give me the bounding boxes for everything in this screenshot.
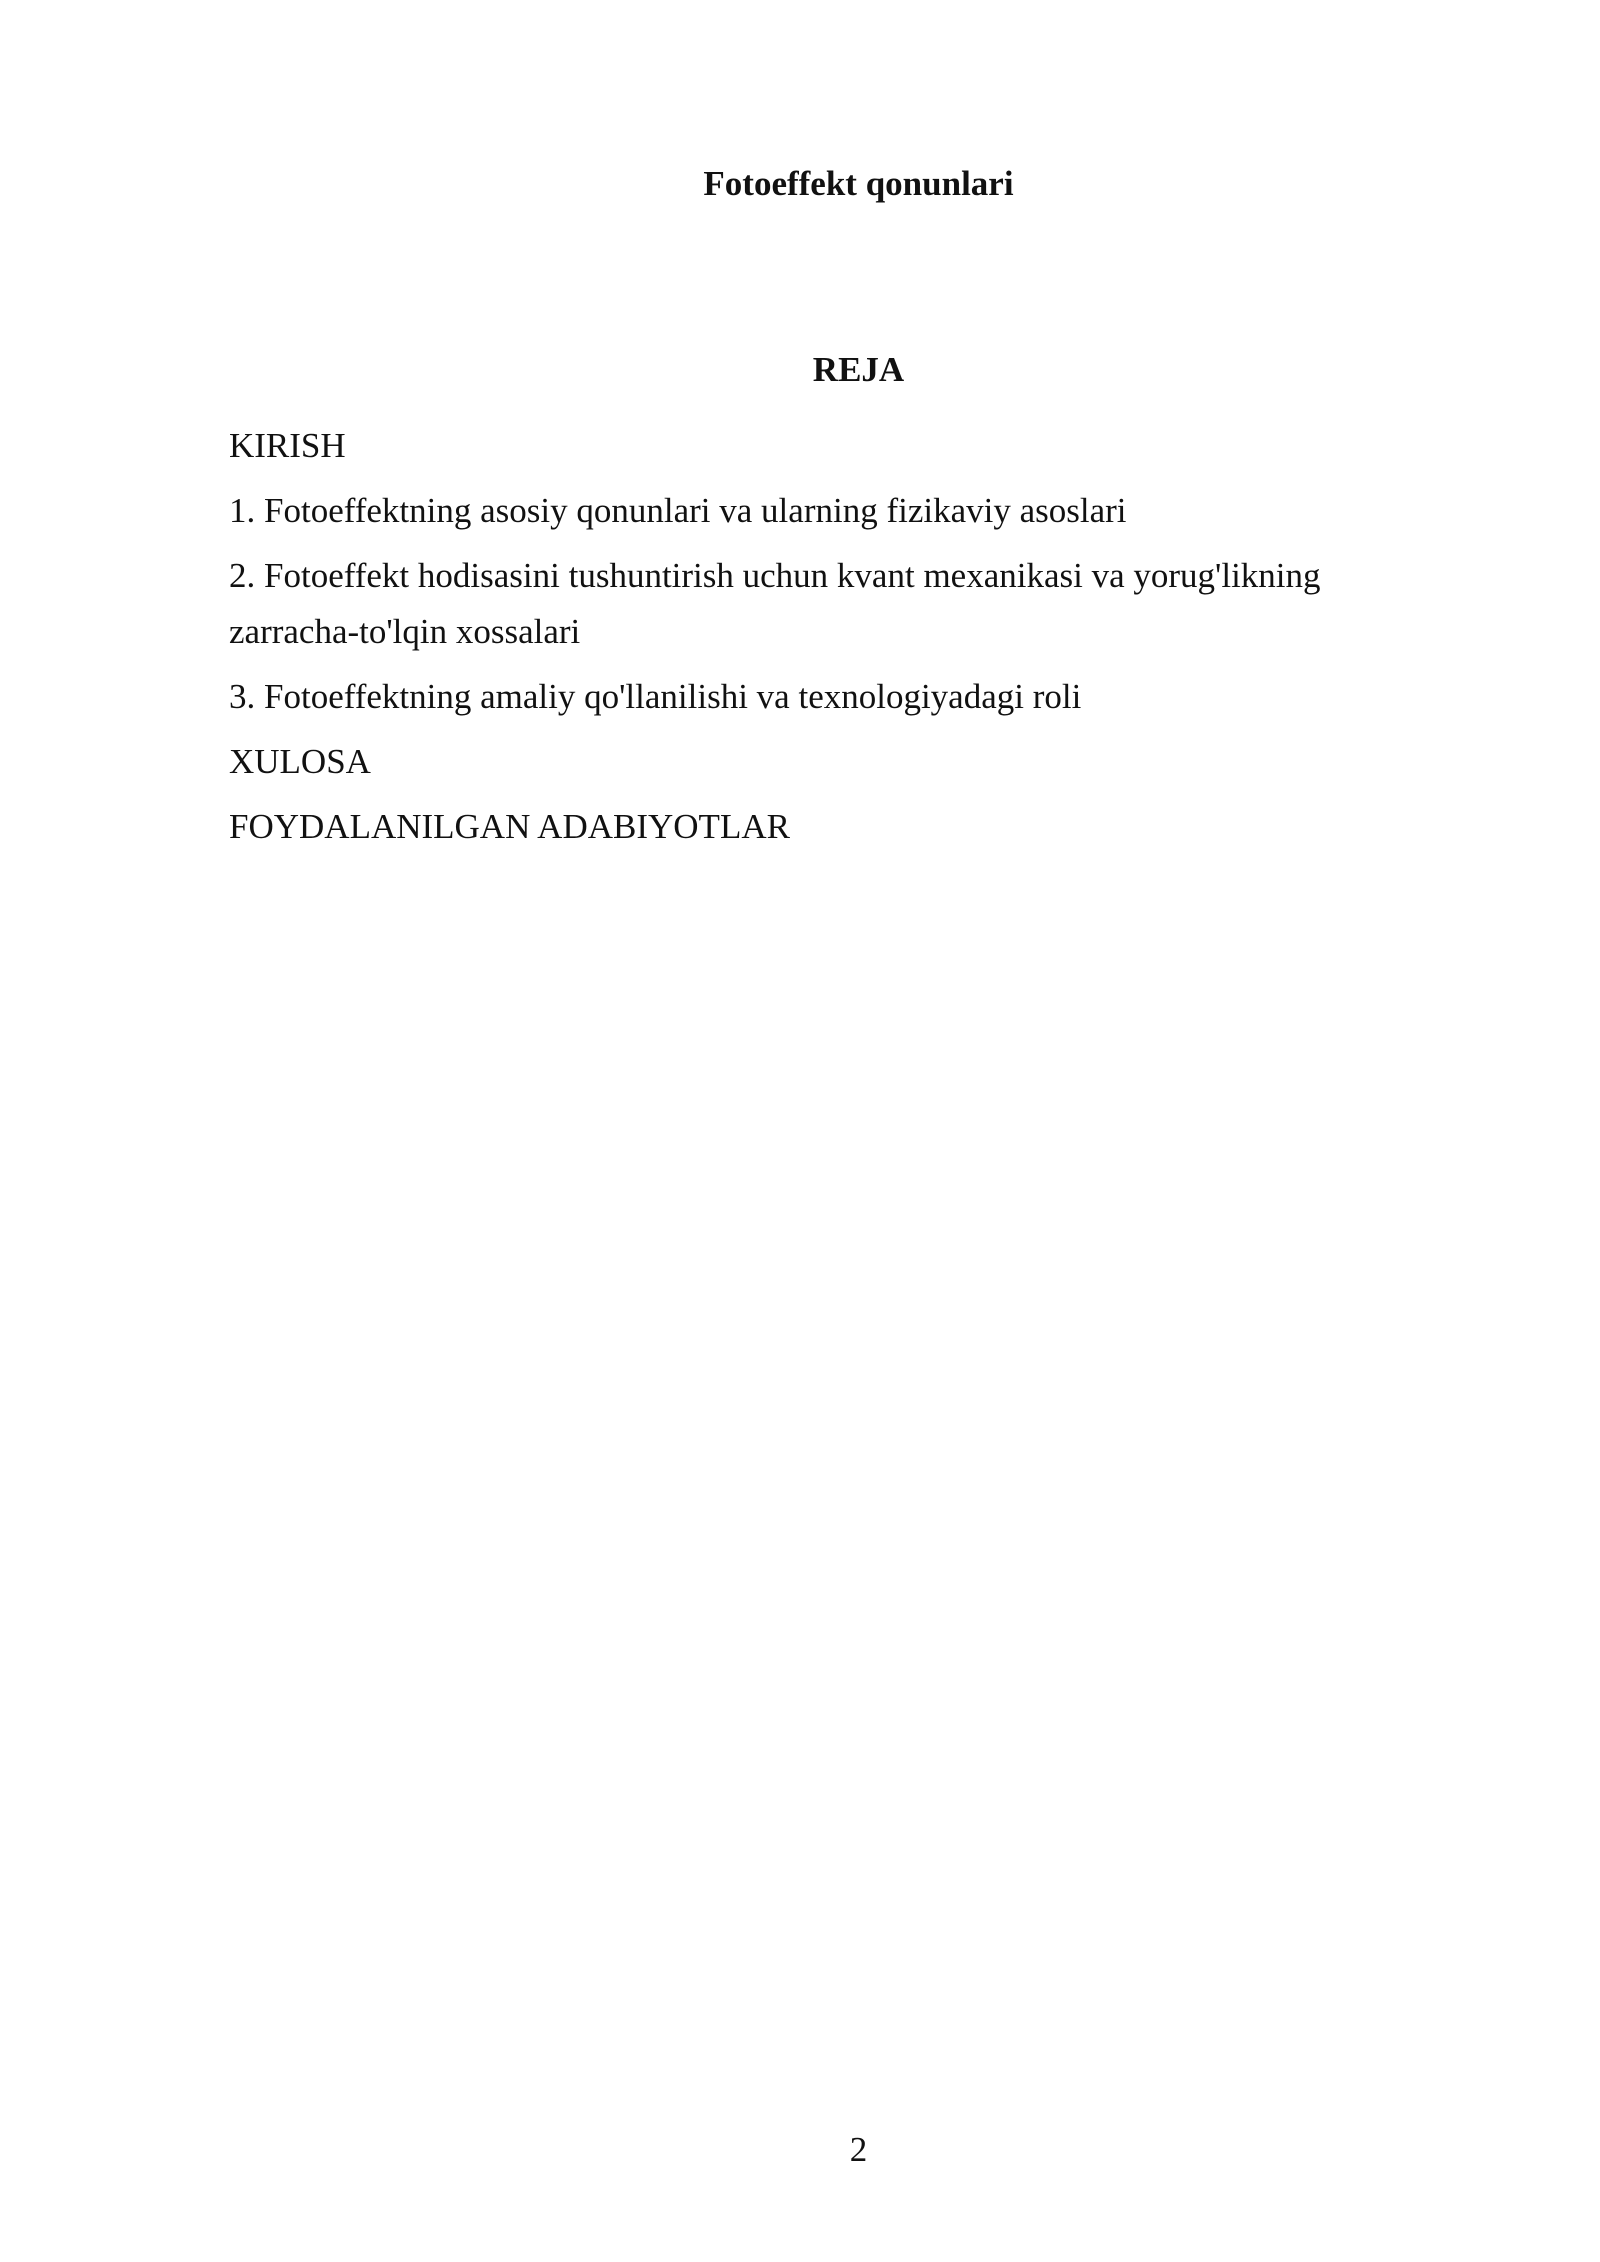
plan-heading: REJA bbox=[812, 350, 905, 389]
page-number: 2 bbox=[849, 2130, 868, 2169]
plan-item-1: 1. Fotoeffektning asosiy qonunlari va ularning fizikaviy asoslari bbox=[229, 491, 1127, 530]
document-title: Fotoeffekt qonunlari bbox=[703, 164, 1014, 203]
plan-item-conclusion: XULOSA bbox=[229, 742, 371, 781]
plan-item-introduction: KIRISH bbox=[229, 426, 346, 465]
plan-list bbox=[229, 418, 1429, 864]
plan-item-3: 3. Fotoeffektning amaliy qo'llanilishi va texnologiyadagi roli bbox=[229, 677, 1082, 716]
plan-item-references: FOYDALANILGAN ADABIYOTLAR bbox=[229, 807, 790, 846]
plan-item-2: 2. Fotoeffekt hodisasini tushuntirish uchun kvant mexanikasi va yorug'likning zarracha-to'lqin xossalari bbox=[229, 556, 1321, 651]
